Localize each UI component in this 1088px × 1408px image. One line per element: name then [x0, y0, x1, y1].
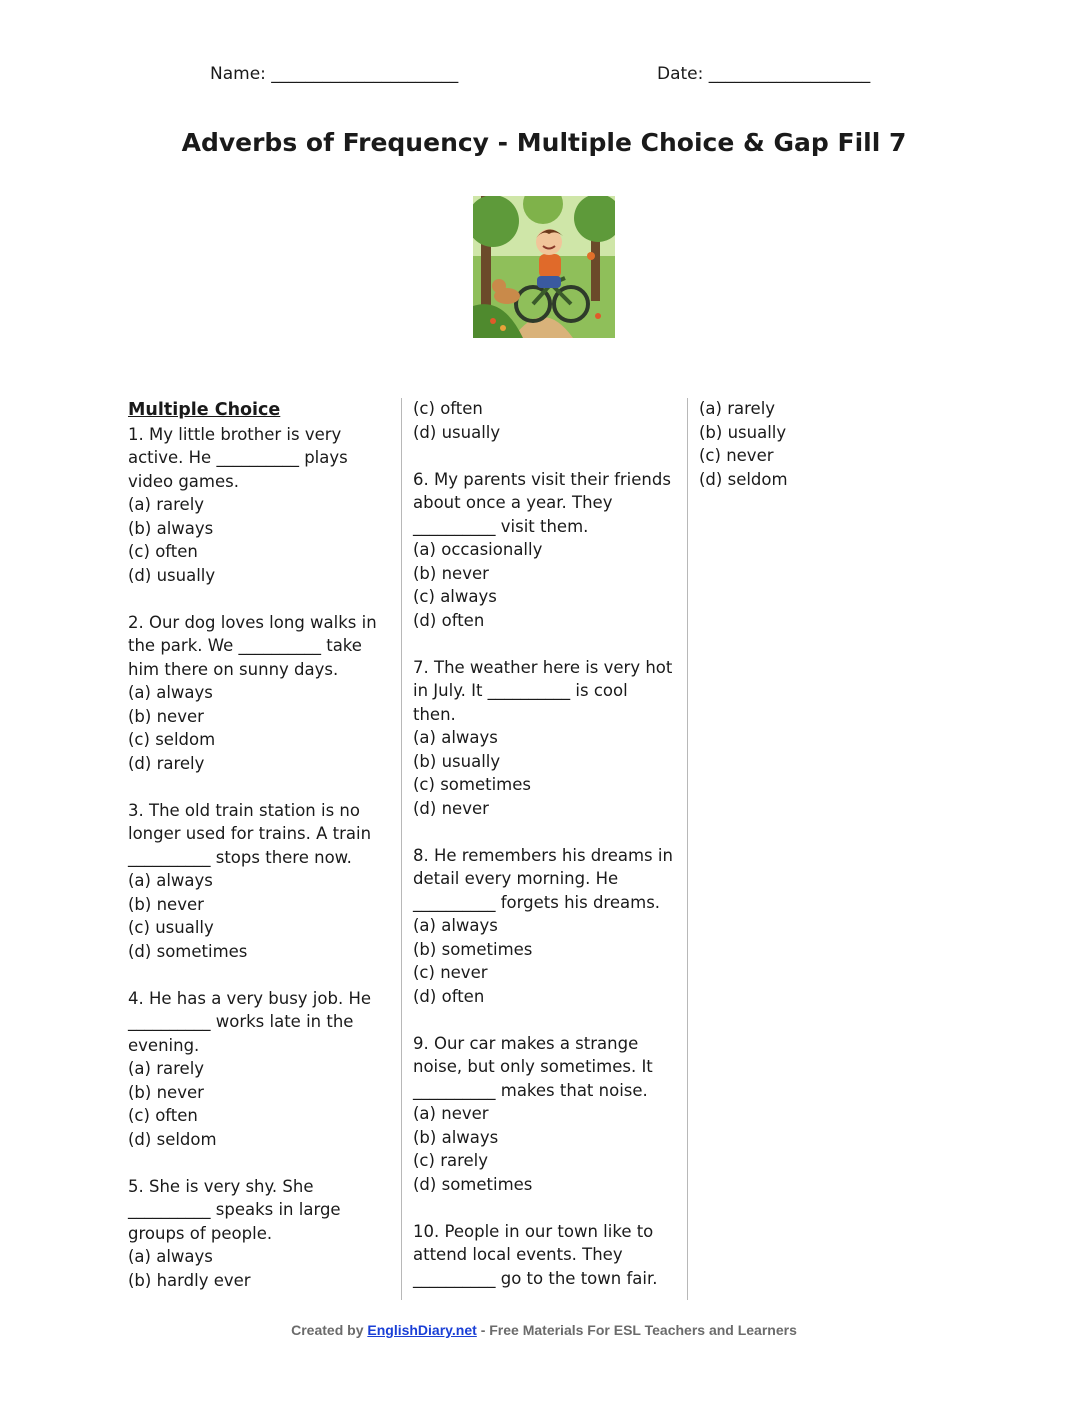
question-line: noise, but only sometimes. It: [413, 1057, 653, 1076]
option[interactable]: (d) often: [413, 610, 485, 630]
question-line: 8. He remembers his dreams in: [413, 845, 673, 865]
question-line: attend local events. They: [413, 1245, 623, 1264]
question-line: 3. The old train station is no: [128, 800, 360, 820]
date-field[interactable]: Date: ___________________: [657, 64, 871, 84]
question-9: [413, 1032, 673, 1197]
question-line: __________ visit them.: [413, 516, 589, 536]
question-3: [128, 799, 378, 964]
option[interactable]: (a) always: [128, 683, 213, 702]
option[interactable]: (b) usually: [413, 751, 501, 771]
option[interactable]: (b) sometimes: [413, 939, 533, 959]
footer: [0, 1322, 1088, 1338]
question-7: [413, 656, 673, 821]
boy-bicycle-icon: [473, 196, 615, 338]
question-line: groups of people.: [128, 1223, 273, 1243]
question-10-continued: [699, 397, 899, 491]
option[interactable]: (b) never: [128, 1082, 204, 1102]
question-10: [413, 1220, 673, 1291]
question-line: __________ forgets his dreams.: [413, 892, 661, 912]
option[interactable]: (c) sometimes: [413, 775, 531, 794]
footer-suffix: - Free Materials For ESL Teachers and Learners: [480, 1322, 797, 1338]
question-line: 4. He has a very busy job. He: [128, 988, 372, 1008]
option[interactable]: (d) usually: [128, 565, 216, 585]
option[interactable]: (a) occasionally: [413, 540, 543, 559]
column-3: [699, 397, 899, 491]
option[interactable]: (b) usually: [699, 422, 787, 442]
option[interactable]: (b) always: [413, 1127, 499, 1147]
option[interactable]: (d) usually: [413, 422, 501, 442]
column-1: [128, 397, 378, 1292]
option[interactable]: (a) rarely: [128, 495, 205, 514]
option[interactable]: (b) hardly ever: [128, 1270, 251, 1290]
option[interactable]: (d) rarely: [128, 753, 205, 773]
option[interactable]: (c) rarely: [413, 1151, 489, 1170]
question-line: video games.: [128, 471, 239, 491]
question-line: evening.: [128, 1035, 200, 1055]
page-title: Adverbs of Frequency - Multiple Choice & Gap Fill 7: [181, 128, 907, 157]
question-line: 5. She is very shy. She: [128, 1176, 314, 1196]
question-line: __________ go to the town fair.: [413, 1268, 658, 1288]
option[interactable]: (d) sometimes: [128, 941, 248, 961]
question-line: __________ works late in the: [128, 1012, 354, 1031]
question-line: 6. My parents visit their friends: [413, 469, 671, 489]
option[interactable]: (a) always: [128, 871, 213, 890]
option[interactable]: (a) always: [413, 916, 498, 935]
option[interactable]: (b) never: [128, 706, 204, 726]
question-4: [128, 987, 378, 1152]
option[interactable]: (b) never: [413, 563, 489, 583]
question-8: [413, 844, 673, 1009]
footer-prefix: Created by: [291, 1322, 364, 1338]
option[interactable]: (c) often: [128, 1106, 198, 1125]
option[interactable]: (d) seldom: [128, 1129, 217, 1149]
option[interactable]: (a) rarely: [128, 1059, 205, 1078]
question-line: him there on sunny days.: [128, 659, 339, 679]
option[interactable]: (d) often: [413, 986, 485, 1006]
question-2: [128, 611, 378, 776]
divider-left: [401, 398, 402, 1300]
question-line: 1. My little brother is very: [128, 424, 342, 444]
option[interactable]: (c) often: [413, 399, 483, 418]
question-line: detail every morning. He: [413, 869, 619, 888]
question-line: the park. We __________ take: [128, 636, 362, 655]
option[interactable]: (a) always: [128, 1247, 213, 1266]
question-line: 10. People in our town like to: [413, 1221, 654, 1241]
question-line: longer used for trains. A train: [128, 824, 372, 843]
question-line: 9. Our car makes a strange: [413, 1033, 639, 1053]
option[interactable]: (c) usually: [128, 918, 214, 937]
column-2: [413, 397, 673, 1290]
option[interactable]: (c) never: [699, 446, 774, 465]
section-title: Multiple Choice: [128, 400, 281, 420]
option[interactable]: (c) often: [128, 542, 198, 561]
divider-right: [687, 398, 688, 1300]
option[interactable]: (d) never: [413, 798, 489, 818]
question-line: __________ makes that noise.: [413, 1080, 648, 1100]
option[interactable]: (c) never: [413, 963, 488, 982]
option[interactable]: (b) always: [128, 518, 214, 538]
option[interactable]: (a) always: [413, 728, 498, 747]
name-field[interactable]: Name: ______________________: [210, 64, 459, 84]
question-6: [413, 468, 673, 633]
footer-link[interactable]: EnglishDiary.net: [367, 1322, 477, 1338]
question-line: 7. The weather here is very hot: [413, 657, 673, 677]
option[interactable]: (a) never: [413, 1104, 489, 1123]
question-line: __________ stops there now.: [128, 847, 352, 867]
option[interactable]: (c) always: [413, 587, 497, 606]
question-line: __________ speaks in large: [128, 1200, 341, 1219]
question-line: then.: [413, 704, 456, 724]
illustration: [473, 196, 615, 338]
question-line: 2. Our dog loves long walks in: [128, 612, 377, 632]
question-5: [128, 1175, 378, 1293]
option[interactable]: (c) seldom: [128, 730, 216, 749]
question-5-continued: [413, 397, 673, 444]
question-1: [128, 423, 378, 588]
option[interactable]: (d) sometimes: [413, 1174, 533, 1194]
question-line: active. He __________ plays: [128, 448, 348, 467]
option[interactable]: (a) rarely: [699, 399, 776, 418]
question-line: in July. It __________ is cool: [413, 681, 628, 700]
option[interactable]: (b) never: [128, 894, 204, 914]
option[interactable]: (d) seldom: [699, 469, 788, 489]
question-line: about once a year. They: [413, 493, 613, 512]
